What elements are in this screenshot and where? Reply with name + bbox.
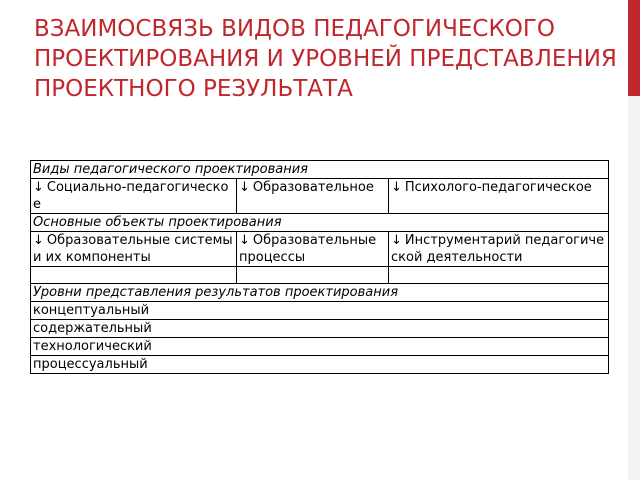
slide-title: ВЗАИМОСВЯЗЬ ВИДОВ ПЕДАГОГИЧЕСКОГО ПРОЕКТИРОВАНИЯ И УРОВНЕЙ ПРЕДСТАВЛЕНИЯ ПРОЕКТНОГО РЕЗУЛЬТАТА — [34, 16, 617, 102]
design-type-cell — [389, 179, 609, 214]
design-type-educational: Образовательное — [252, 180, 374, 195]
objects-row — [31, 232, 609, 267]
levels-header-row — [31, 284, 609, 302]
spacer-cell — [237, 267, 389, 284]
objects-header: Основные объекты проектирования — [31, 214, 609, 232]
level-row — [31, 302, 609, 320]
design-type-cell — [237, 179, 389, 214]
accent-bar-light — [628, 96, 640, 480]
design-types-row — [31, 179, 609, 214]
object-tools: Инструментарий педагогической деятельности — [391, 233, 605, 265]
arrow-down-icon: ↓ — [33, 180, 44, 195]
object-cell — [31, 232, 237, 267]
arrow-down-icon: ↓ — [239, 233, 250, 248]
level-row — [31, 320, 609, 338]
design-types-header-row — [31, 161, 609, 179]
object-cell — [237, 232, 389, 267]
level-technological: технологический — [31, 338, 609, 356]
level-content: содержательный — [31, 320, 609, 338]
object-cell — [389, 232, 609, 267]
arrow-down-icon: ↓ — [391, 233, 402, 248]
design-types-header: Виды педагогического проектирования — [31, 161, 609, 179]
spacer-cell — [31, 267, 237, 284]
spacer-row — [31, 267, 609, 284]
design-type-cell — [31, 179, 237, 214]
level-procedural: процессуальный — [31, 356, 609, 374]
accent-bar — [628, 0, 640, 96]
arrow-down-icon: ↓ — [391, 180, 402, 195]
design-type-social: Социально-педагогическое — [33, 180, 229, 212]
relationship-table — [30, 160, 609, 374]
spacer-cell — [389, 267, 609, 284]
object-systems: Образовательные системы и их компоненты — [33, 233, 233, 265]
arrow-down-icon: ↓ — [33, 233, 44, 248]
object-processes: Образовательные процессы — [239, 233, 377, 265]
levels-header: Уровни представления результатов проектирования — [31, 284, 609, 302]
level-row — [31, 356, 609, 374]
objects-header-row — [31, 214, 609, 232]
level-conceptual: концептуальный — [31, 302, 609, 320]
arrow-down-icon: ↓ — [239, 180, 250, 195]
level-row — [31, 338, 609, 356]
design-type-psychological: Психолого-педагогическое — [404, 180, 592, 195]
